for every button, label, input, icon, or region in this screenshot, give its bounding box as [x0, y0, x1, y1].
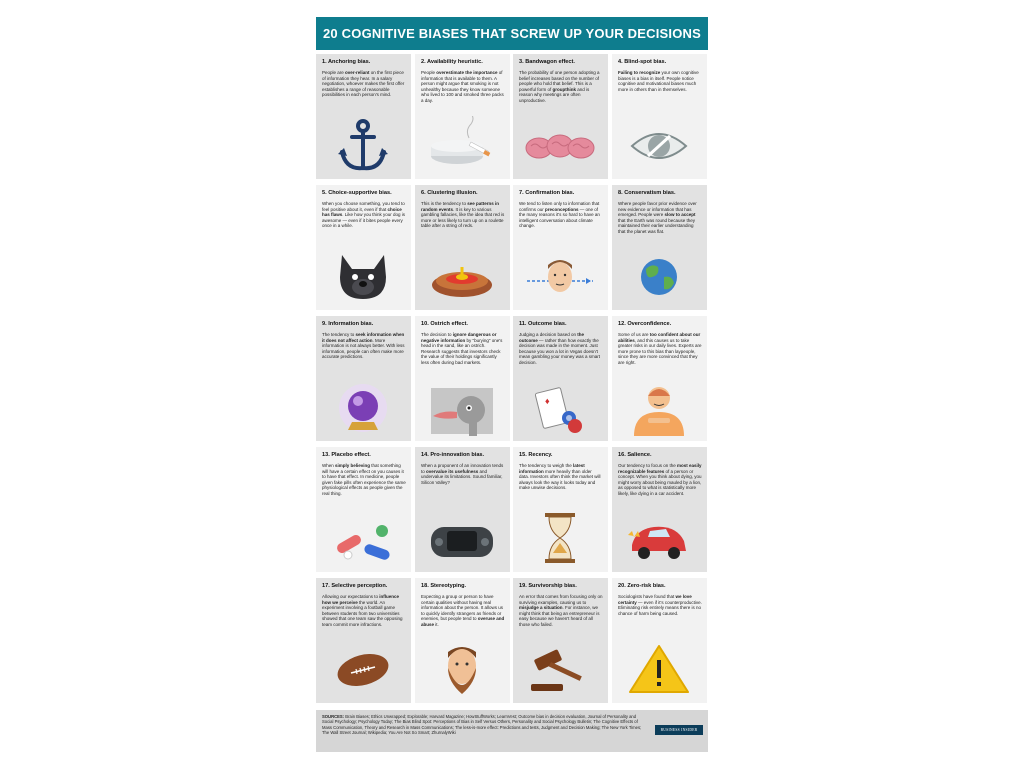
bias-card-anchoring-bias [316, 54, 411, 179]
bias-description [421, 463, 505, 485]
football-icon [328, 640, 398, 698]
bias-heading: 19. Survivorship bias. [519, 583, 577, 589]
bias-card-stereotyping [415, 578, 510, 703]
bias-description-emphasis: misjudge a situation [519, 605, 563, 611]
listening-head-icon [525, 247, 595, 305]
bias-heading: 2. Availability heuristic. [421, 59, 483, 65]
bias-description-text: — even if it's counterproductive. Eliminating risk entirely means there is no chance of harm being caused. [618, 599, 704, 616]
bias-description-text: more heavily than older data. Investors often think the market will always look the way it looks today and make unwise decisions. [519, 468, 602, 491]
bias-description-text: When [322, 463, 336, 468]
bias-description [618, 70, 702, 92]
bias-description-emphasis: overvalue its usefulness [426, 468, 479, 474]
bias-description-emphasis: overuse and abuse [421, 616, 506, 627]
bias-description-text: Sociologists have found that [618, 594, 676, 599]
bias-description-text: and is reason why meetings are often unproductive. [519, 86, 591, 103]
bias-card-clustering-illusion [415, 185, 510, 310]
bias-description-text: — rather than how exactly the decision was made in the moment. Just because you won a lot in Vegas doesn't mean gambling your money was a smart decision. [519, 337, 602, 365]
bias-description-emphasis: latest information [519, 463, 587, 474]
bias-description-emphasis: groupthink [552, 86, 577, 92]
bias-description [519, 463, 603, 491]
bias-description-emphasis: preconceptions [545, 206, 579, 212]
bulldog-icon [328, 247, 398, 305]
bias-description-text: The decision to [421, 332, 453, 337]
bias-description-emphasis: see patterns in random events [421, 201, 501, 212]
hourglass-icon [525, 509, 595, 567]
bias-card-information-bias [316, 316, 411, 441]
svg-text:♦: ♦ [545, 396, 550, 406]
gadget-icon [427, 509, 497, 567]
bias-description-text: on the first piece of information they hear. In a salary negotiation, whoever makes the first offer establishes a range of reasonable possibilities in each person's mind. [322, 70, 406, 98]
bias-description [322, 463, 406, 497]
bias-description-text: that the Earth was round because they maintained their earlier understanding that the planet was flat. [618, 212, 697, 234]
bias-description-text: it. [434, 621, 439, 627]
ostrich-icon [427, 378, 497, 436]
warning-icon [624, 640, 694, 698]
bias-description-text: Our tendency to focus on the [618, 463, 678, 468]
bias-card-selective-perception [316, 578, 411, 703]
bias-heading: 20. Zero-risk bias. [618, 583, 666, 589]
bias-description [421, 201, 505, 229]
bias-heading: 3. Bandwagon effect. [519, 59, 575, 65]
bias-card-overconfidence [612, 316, 707, 441]
bias-description-text: An error that comes from focusing only on surviving examples, causing us to [519, 594, 604, 605]
bias-description [322, 332, 406, 360]
bias-card-zero-risk-bias [612, 578, 707, 703]
bias-description-emphasis: influence how we perceive [322, 594, 401, 605]
bias-description-text: Allowing our expectations to [322, 594, 380, 599]
bias-description-text: We tend to listen only to information that confirms our [519, 201, 601, 212]
bias-description-text: . Like how you think your dog is awesome — even if it bites people every once in a while. [322, 212, 407, 229]
bias-description [421, 70, 505, 104]
bias-description-text: The probability of one person adopting a belief increases based on the number of people who hold that belief. This is a powerful form of [519, 70, 601, 92]
bias-heading: 12. Overconfidence. [618, 321, 672, 327]
bias-description-emphasis: choice has flaws [322, 206, 404, 218]
bias-description-text: that something will have a certain effect on you causes it to have that effect. In medicine, people given fake pills often experience the same physiological effects as people given the real thing. [322, 463, 408, 496]
bias-description [618, 201, 702, 235]
brand-logo: BUSINESS INSIDER [655, 725, 703, 735]
bias-heading: 11. Outcome bias. [519, 321, 567, 327]
bias-description-emphasis: too confident about our abilities [618, 332, 702, 343]
cards-chips-icon [525, 378, 595, 436]
bias-card-bandwagon-effect [513, 54, 608, 179]
bias-description-text: Judging a decision based on [519, 332, 578, 337]
bias-heading: 1. Anchoring bias. [322, 59, 371, 65]
bias-description-emphasis: over-reliant [345, 70, 370, 75]
bias-description-emphasis: we love certainty [618, 594, 694, 605]
bias-description-text: of a person or concept. When you think about dying, you might worry about being mauled by a lion, as opposed to what is statistically more likely, like dying in a car accident. [618, 468, 703, 496]
brains-icon [525, 116, 595, 174]
bias-description-emphasis: Failing to recognize [618, 70, 661, 75]
bias-description [618, 463, 702, 497]
bias-card-placebo-effect [316, 447, 411, 572]
bias-heading: 18. Stereotyping. [421, 583, 467, 589]
globe-icon [624, 247, 694, 305]
gavel-icon [525, 640, 595, 698]
title-banner [316, 17, 708, 50]
anchor-icon [328, 116, 398, 174]
bias-card-choice-supportive-bias [316, 185, 411, 310]
sources-label: SOURCES: [322, 714, 345, 719]
footer [316, 710, 708, 752]
bias-description-text: Where people favor prior evidence over new evidence or information that has emerged. People were [618, 201, 699, 218]
page-title: 20 COGNITIVE BIASES THAT SCREW UP YOUR DECISIONS [323, 26, 701, 41]
sources-text [322, 714, 644, 736]
bias-description-text: Expecting a group or person to have certain qualities without having real information about the person. It allows us to quickly identify strangers as friends or enemies, but people tend to [421, 594, 505, 622]
bias-description-text: When you choose something, you tend to feel positive about it, even if that [322, 201, 407, 212]
roulette-icon [427, 247, 497, 305]
bias-description-text: . More information is not always better. With less information, people can often make more accurate predictions. [322, 337, 406, 360]
ashtray-cigarette-icon [427, 116, 497, 174]
bias-description-emphasis: ignore dangerous or negative information [421, 332, 498, 343]
bias-card-outcome-bias [513, 316, 608, 441]
bias-description-text: , and this causes us to take greater risks in our daily lives. Experts are more prone to this bias than laypeople, since they are more convinced that they are right. [618, 337, 703, 365]
bias-card-availability-heuristic [415, 54, 510, 179]
bias-description-text: . It is key to various gambling fallacies, like the idea that red is more or less likely to turn up on a roulette table after a string of reds. [421, 206, 506, 229]
bias-description-text: — one of the many reasons it's so hard to have an intelligent conversation about climate change. [519, 206, 602, 229]
crashed-car-icon [624, 509, 694, 567]
bias-description-emphasis: the outcome [519, 332, 586, 343]
bias-description [519, 70, 603, 104]
bias-heading: 9. Information bias. [322, 321, 374, 327]
bias-description-emphasis: overestimate the importance [436, 70, 498, 75]
bias-description-emphasis: most easily recognizable features [618, 463, 703, 474]
bias-heading: 10. Ostrich effect. [421, 321, 468, 327]
bias-description [421, 594, 505, 628]
bias-description [519, 332, 603, 366]
bias-description [322, 70, 406, 98]
bias-card-survivorship-bias [513, 578, 608, 703]
bias-description-emphasis: slow to accept [664, 212, 696, 218]
bias-description-text: Some of us are [618, 332, 650, 337]
bias-description [322, 201, 406, 229]
bias-heading: 5. Choice-supportive bias. [322, 190, 392, 196]
bias-card-confirmation-bias [513, 185, 608, 310]
bias-heading: 8. Conservatism bias. [618, 190, 676, 196]
bias-description [322, 594, 406, 628]
confident-man-icon [624, 378, 694, 436]
bias-heading: 6. Clustering illusion. [421, 190, 478, 196]
bias-description-text: The tendency to [322, 332, 356, 337]
bias-description-text: When a proponent of an innovation tends to [421, 463, 505, 474]
bias-card-pro-innovation-bias [415, 447, 510, 572]
bias-heading: 13. Placebo effect. [322, 452, 371, 458]
bias-description-text: by "burying" one's head in the sand, like an ostrich. Research suggests that investors check the value of their holdings significantly less often during bad markets. [421, 337, 504, 365]
bias-card-conservatism-bias [612, 185, 707, 310]
bias-description-text: . For instance, we might think that being an entrepreneur is easy because we haven't heard of all those who failed. [519, 605, 601, 627]
bias-description-emphasis: simply believing [335, 463, 371, 468]
bias-heading: 14. Pro-innovation bias. [421, 452, 485, 458]
pills-icon [328, 509, 398, 567]
bias-heading: 4. Blind-spot bias. [618, 59, 667, 65]
bias-description-text: the world. An experiment involving a football game between students from two universities showed that one team saw the opposing team commit more infractions. [322, 599, 404, 627]
crystal-ball-icon [328, 378, 398, 436]
bias-description [618, 332, 702, 366]
bias-description-emphasis: seek information when it does not affect action [322, 332, 406, 343]
bias-card-recency [513, 447, 608, 572]
bias-description-text: This is the tendency to [421, 201, 468, 206]
bias-description [421, 332, 505, 366]
bias-description-text: The tendency to weigh the [519, 463, 574, 468]
bias-description [519, 201, 603, 229]
bias-description-text: your own cognitive biases is a bias in itself. People notice cognitive and motivational biases much more in others than in themselves. [618, 70, 701, 92]
sources-list: Brain Biases; Ethics Unwrapped; Explorable; Harvard Magazine; HowStuffWorks; LearnVest; Outcome bias in decision evaluation, Journal of Personality and Social Psychology; Psychology Today; The Bias Blind Spot: Perceptions of Bias in Self Versus Others, Personality and Social Psychology Bulletin; The Cognitive Effects of Mass Communication, Theory and Research in Mass Communications; The less-is-more effect: Predictions and tests, Judgment and Decision Making; The New York Times; The Wall Street Journal; Wikipedia; You Are Not So Smart; ZhurnalyWiki [322, 714, 642, 736]
bias-description-text: of information that is available to them. A person might argue that smoking is not unhealthy because they know someone who lived to 100 and smoked three packs a day. [421, 70, 506, 103]
bias-description-text: People [421, 70, 437, 75]
bias-description [618, 594, 702, 616]
bias-description-text: People are [322, 70, 346, 75]
bias-card-ostrich-effect [415, 316, 510, 441]
bias-card-salience [612, 447, 707, 572]
bearded-man-icon [427, 640, 497, 698]
bias-heading: 7. Confirmation bias. [519, 190, 575, 196]
bias-description [519, 594, 603, 628]
blind-eye-icon [624, 116, 694, 174]
infographic-poster [316, 17, 708, 752]
bias-heading: 15. Recency. [519, 452, 553, 458]
bias-heading: 16. Salience. [618, 452, 652, 458]
bias-description-text: and undervalue its limitations. Sound familiar, Silicon Valley? [421, 468, 504, 485]
bias-heading: 17. Selective perception. [322, 583, 388, 589]
bias-card-blind-spot-bias [612, 54, 707, 179]
